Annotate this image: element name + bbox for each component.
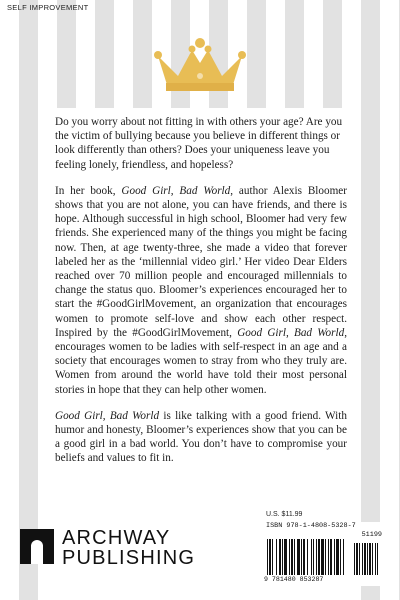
publisher-name-line1: ARCHWAY	[62, 527, 171, 549]
blurb-text: , encourages women to be ladies with self-respect in an age and a society that encourages women to stray from who they truly are. Women from around the world have told their most personal stories in hope that they can help other women.	[55, 326, 347, 396]
blurb-paragraph-3	[55, 409, 347, 466]
blurb-paragraph-2	[55, 184, 347, 397]
archway-logo-icon	[20, 529, 54, 564]
price-label: U.S. $11.99	[266, 511, 303, 518]
barcode-icon	[266, 539, 384, 575]
isbn-text: ISBN 978-1-4808-5328-7	[266, 522, 356, 530]
publisher-name-line2: PUBLISHING	[62, 547, 196, 569]
blurb	[55, 115, 347, 478]
blurb-paragraph-1: Do you worry about not fitting in with others your age? Are you the victim of bullying because you believe in different things or look differently than others? Does your uniqueness leave you feeling lonely, friendless, and hopeless?	[55, 116, 343, 171]
blurb-text: , author Alexis Bloomer shows that you are not alone, you can have friends, and there is hope. Although successful in high school, Bloomer had very few friends. She experienced many of the things you might be facing now. Then, at age twenty-three, she made a video that forever labeled her as the ‘millennial video girl.’ Her video Dear Elders reached over 70 million people and encouraged millennials to change the status quo. Bloomer’s experiences encouraged her to start the #GoodGirlMovement, an organization that encourages women to promote self-love and show each other respect. Inspired by the #GoodGirlMovement,	[55, 184, 347, 339]
book-title: Good Girl, Bad World	[55, 409, 160, 422]
blurb-text: In her book,	[55, 184, 122, 197]
barcode-block	[262, 522, 388, 586]
crown-icon	[150, 36, 250, 94]
barcode-number: 9 781480 853287	[264, 576, 324, 583]
category-label: SELF IMPROVEMENT	[7, 3, 89, 12]
barcode-addon-number: 51199	[361, 531, 382, 539]
blurb-text: is like talking with a good friend. With humor and honesty, Bloomer’s experiences show that you can be a good girl in a bad world. You don’t have to compromise your beliefs and values to fit in.	[55, 409, 347, 465]
book-title: Good Girl, Bad World	[237, 326, 345, 339]
book-title: Good Girl, Bad World	[121, 184, 231, 197]
